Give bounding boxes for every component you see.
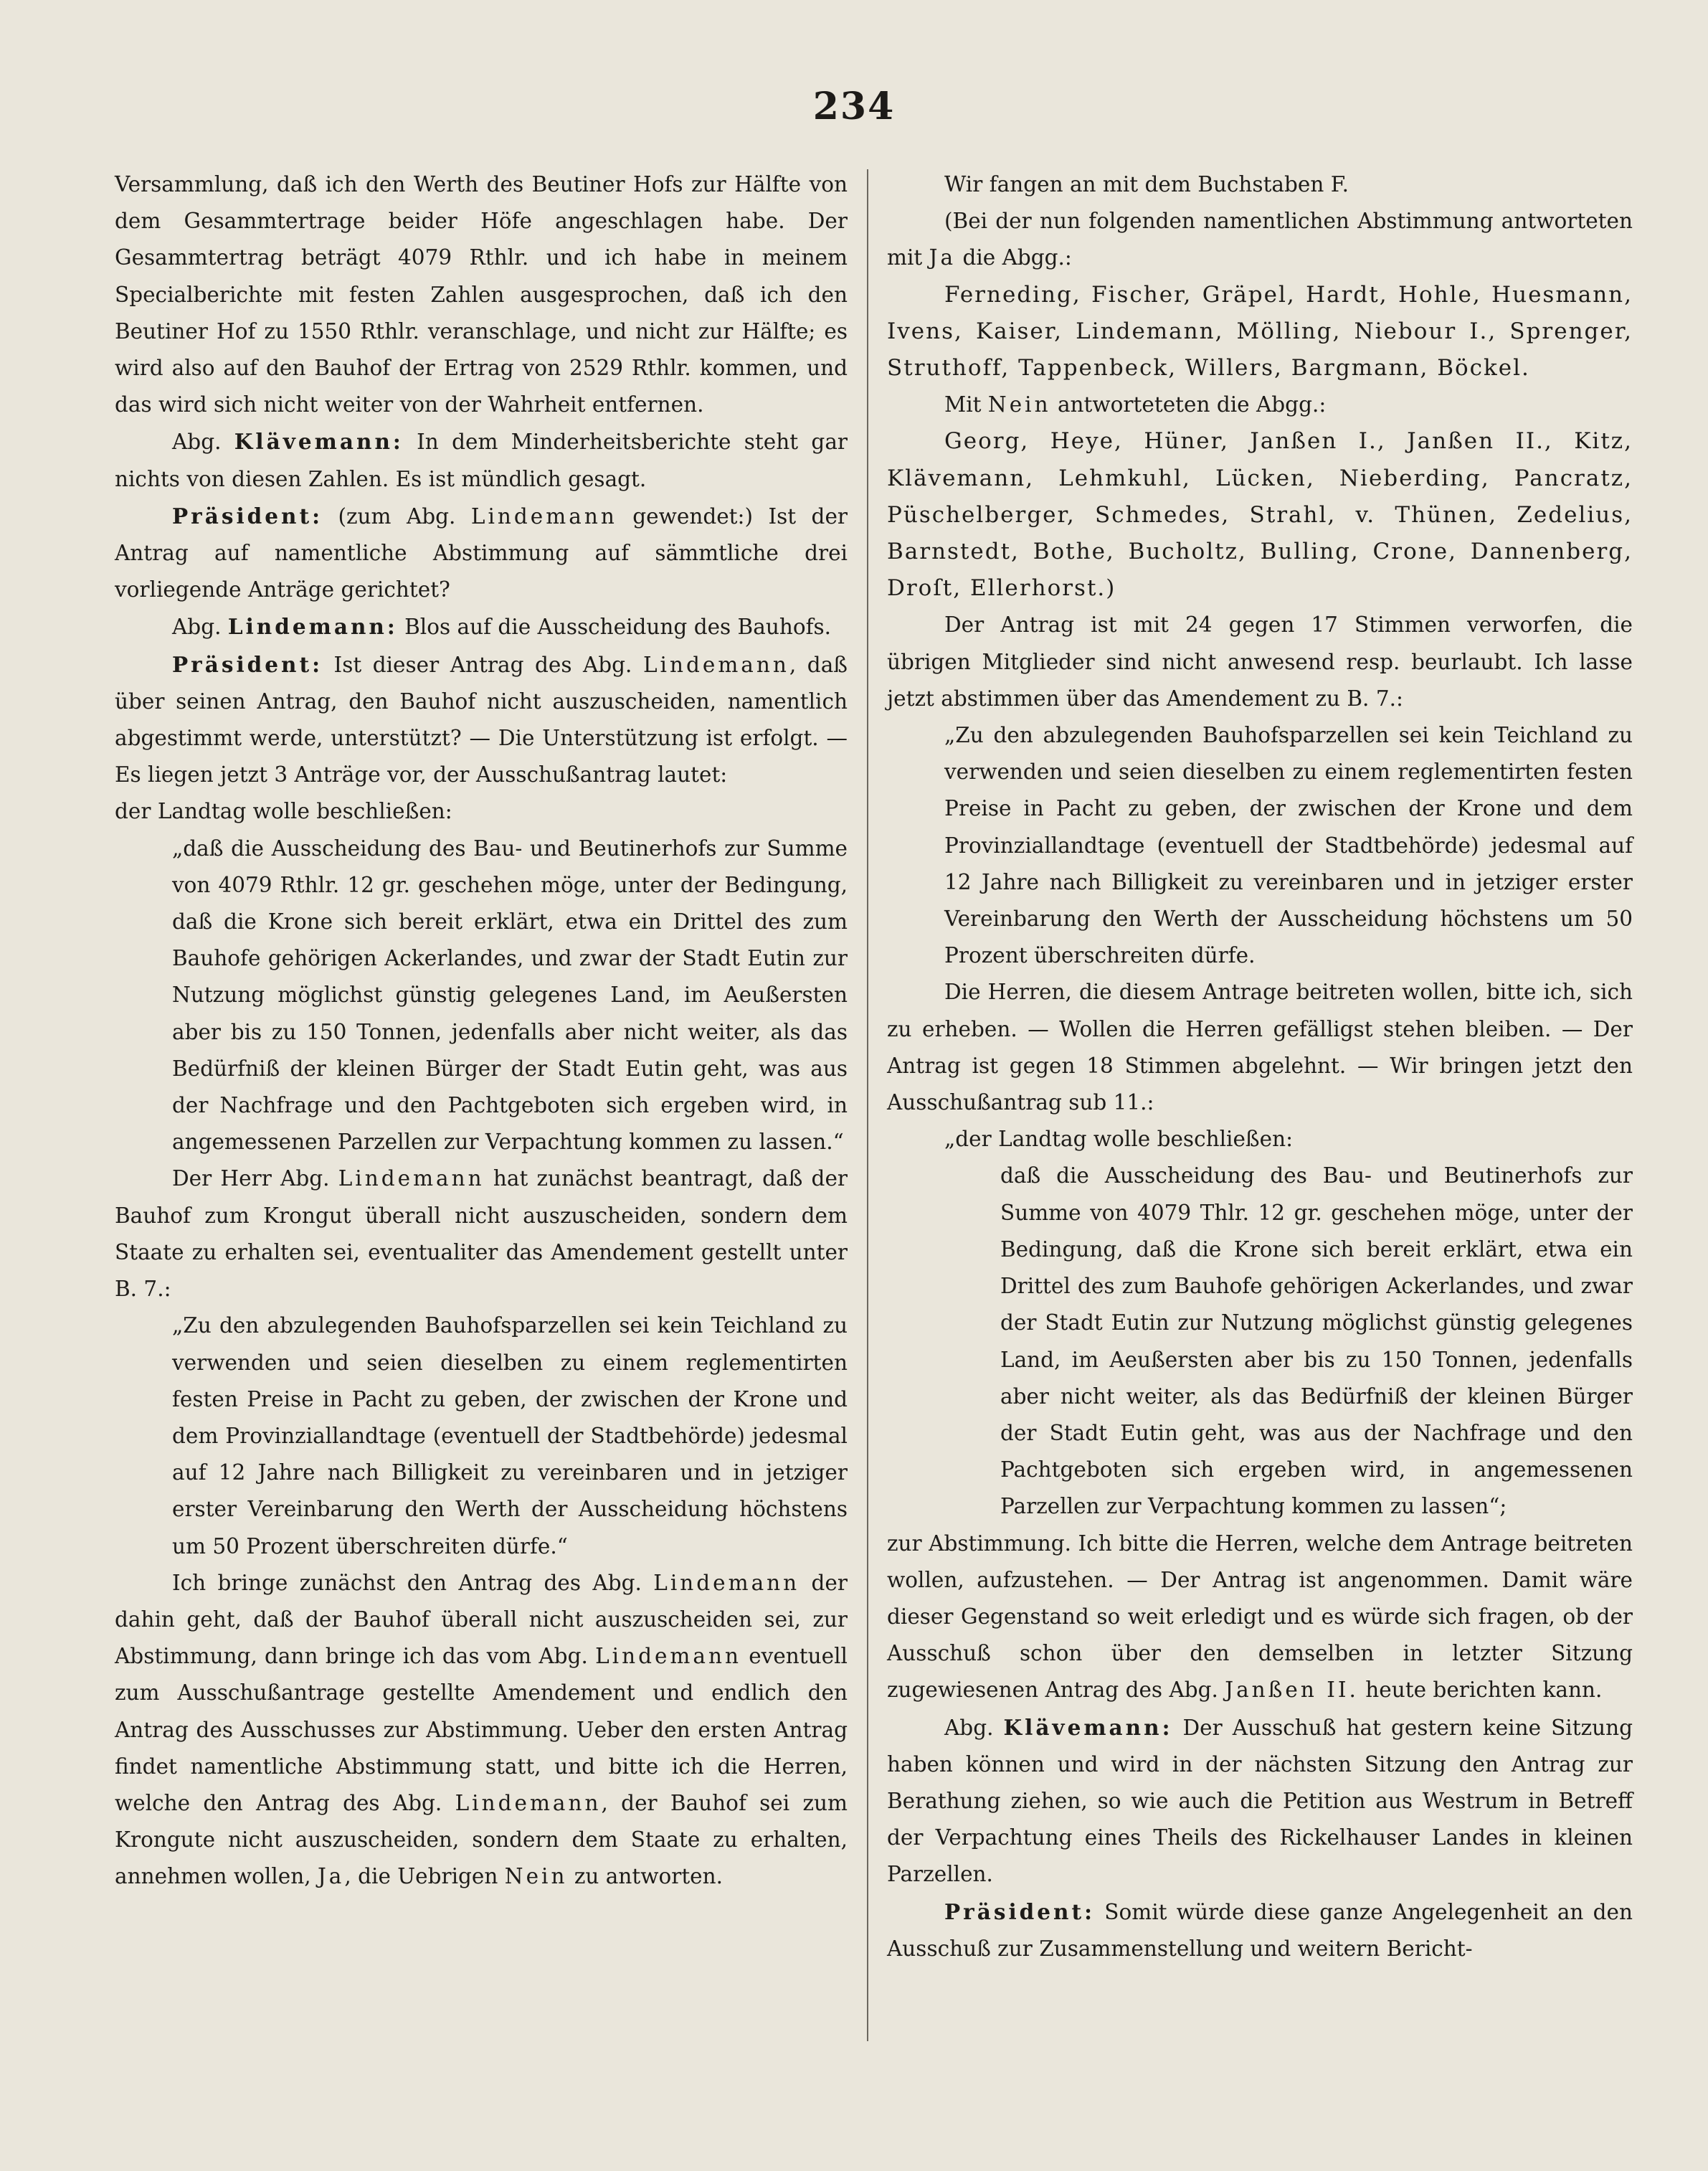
vote-word: Ja	[929, 245, 957, 270]
text: , die Uebrigen	[344, 1864, 505, 1889]
quoted-motion: „daß die Ausscheidung des Bau- und Beutinerhofs zur Summe von 4079 Rthlr. 12 gr. geschehen möge, unter der Bedingung, daß die Krone sich bereit erklärt, etwa ein Drittel des zum Bauhofe gehörigen Ackerlandes, und zwar der Stadt Eutin zur Nutzung möglichst günstig gelegenes Land, im Aeußersten aber bis zu 150 Tonnen, jedenfalls aber nicht weiter, als das Bedürfniß der kleinen Bürger der Stadt Eutin geht, was aus der Nachfrage und den Pachtgeboten sich ergeben wird, in angemessenen Parzellen zur Verpachtung kommen zu lassen.“	[172, 836, 848, 1155]
person-name: Lindemann	[470, 503, 617, 529]
text: Abg.	[944, 1715, 1004, 1740]
speaker-name: Präsident:	[172, 503, 323, 529]
text: zur Abstimmung. Ich bitte die Herren, welche dem Antrage beitreten wollen, aufzustehen. — Der Antrag ist angenommen. Damit wäre dieser Gegenstand so weit erledigt und es würde sich fragen, ob der Ausschuß schon über den demselben in letzter Sitzung zugewiesenen Antrag des Abg.	[887, 1531, 1633, 1703]
person-name: Lindemann	[595, 1644, 741, 1669]
paragraph: „der Landtag wolle beschließen:	[944, 1127, 1294, 1152]
text: Abg.	[172, 430, 234, 455]
quoted-motion: daß die Ausscheidung des Bau- und Beutinerhofs zur Summe von 4079 Thlr. 12 gr. geschehen möge, unter der Bedingung, daß die Krone sich bereit erklärt, etwa ein Drittel des zum Bauhofe gehörigen Ackerlandes, und zwar der Stadt Eutin zur Nutzung möglichst günstig gelegenes Land, im Aeußersten aber bis zu 150 Tonnen, jedenfalls aber nicht weiter, als das Bedürfniß der kleinen Bürger der Stadt Eutin geht, was aus der Nachfrage und den Pachtgeboten sich ergeben wird, in angemessenen Parzellen zur Verpachtung kommen zu lassen“;	[1000, 1163, 1633, 1519]
speaker-name: Lindemann:	[227, 614, 398, 640]
person-name: Lindemann	[455, 1790, 602, 1815]
person-name: Janßen II.	[1225, 1678, 1359, 1703]
paragraph	[115, 608, 848, 645]
text: hat zunächst beantragt, daß der Bauhof zum Krongut überall nicht auszuscheiden, sondern dem Staate zu erhalten sei, eventualiter das Amendement gestellt unter B. 7.:	[115, 1166, 848, 1302]
text: Blos auf die Ausscheidung des Bauhofs.	[397, 615, 832, 640]
paragraph: Wir fangen an mit dem Buchstaben F.	[944, 172, 1349, 197]
text: Somit würde diese ganze Angelegenheit an den Ausschuß zur Zusammenstellung und weitern Bericht-	[887, 1899, 1633, 1961]
paragraph	[887, 1526, 1633, 1709]
paragraph	[115, 1565, 848, 1896]
vote-word: Nein	[987, 392, 1051, 417]
text: Mit	[944, 392, 988, 417]
paragraph: Die Herren, die diesem Antrage beitreten wollen, bitte ich, sich zu erheben. — Wollen die Herren gefälligst stehen bleiben. — Der Antrag ist gegen 18 Stimmen abgelehnt. — Wir bringen jetzt den Ausschußantrag sub 11.:	[887, 980, 1633, 1115]
text: Der Ausschuß hat gestern keine Sitzung haben können und wird in der nächsten Sitzung den Antrag zur Berathung ziehen, so wie auch die Petition aus Westrum in Betreff der Verpachtung eines Theils des Rickelhauser Landes in kleinen Parzellen.	[887, 1715, 1633, 1887]
text: Ist dieser Antrag des Abg.	[323, 652, 643, 677]
text: der dahin geht, daß der Bauhof überall nicht auszuscheiden sei, zur Abstimmung, dann bringe ich das vom Abg.	[115, 1570, 848, 1669]
text: heute berichten kann.	[1358, 1678, 1603, 1703]
paragraph: Versammlung, daß ich den Werth des Beutiner Hofs zur Hälfte von dem Gesammtertrage beider Höfe angeschlagen habe. Der Gesammtertrag beträgt 4079 Rthlr. und ich habe in meinem Specialberichte mit festen Zahlen ausgesprochen, daß ich den Beutiner Hof zu 1550 Rthlr. veranschlage, und nicht zur Hälfte; es wird also auf den Bauhof der Ertrag von 2529 Rthlr. kommen, und das wird sich nicht weiter von der Wahrheit entfernen.	[115, 172, 848, 417]
text: , daß über seinen Antrag, den Bauhof nicht auszuscheiden, namentlich abgestimmt werde, unterstützt? — Die Unterstützung ist erfolgt. — Es liegen jetzt 3 Anträge vor, der Ausschußantrag lautet:	[115, 652, 848, 787]
column-divider	[867, 169, 868, 2041]
speaker-name: Klävemann:	[234, 429, 404, 455]
text: Abg.	[172, 615, 228, 640]
person-name: Lindemann	[653, 1570, 800, 1595]
right-column	[887, 166, 1633, 1967]
text: In dem Minderheitsberichte steht gar nichts von diesen Zahlen. Es ist mündlich gesagt.	[115, 430, 848, 491]
person-name: Lindemann	[338, 1166, 485, 1191]
text: Der Herr Abg.	[172, 1166, 338, 1191]
paragraph	[887, 1893, 1633, 1967]
page-number: 234	[812, 85, 896, 128]
text: antworteteten die Abgg.:	[1050, 392, 1327, 417]
paragraph	[887, 1709, 1633, 1893]
paragraph	[887, 203, 1633, 276]
left-column	[115, 166, 848, 1896]
vote-word: Ja	[317, 1864, 345, 1889]
paragraph	[115, 1160, 848, 1307]
quoted-amendment: „Zu den abzulegenden Bauhofsparzellen sei kein Teichland zu verwenden und seien dieselben zu einem reglementirten festen Preise in Pacht zu geben, der zwischen der Krone und dem Provinziallandtage (eventuell der Stadtbehörde) jedesmal auf 12 Jahre nach Billigkeit zu vereinbaren und in jetziger erster Vereinbarung den Werth der Ausscheidung höchstens um 50 Prozent überschreiten dürfe.“	[172, 1313, 848, 1559]
yes-votes-list: Ferneding, Fischer, Gräpel, Hardt, Hohle, Huesmann, Ivens, Kaiser, Lindemann, Mölling, Niebour I., Sprenger, Struthoff, Tappenbeck, Willers, Bargmann, Böckel.	[887, 281, 1633, 382]
speaker-name: Klävemann:	[1003, 1714, 1173, 1740]
speaker-name: Präsident:	[944, 1898, 1096, 1924]
speaker-name: Präsident:	[172, 651, 323, 677]
person-name: Lindemann	[642, 652, 789, 677]
text: gewendet:) Ist der Antrag auf namentliche Abstimmung auf sämmtliche drei vorliegende Anträge gerichtet?	[115, 503, 848, 602]
paragraph	[115, 646, 848, 794]
vote-word: Nein	[504, 1864, 568, 1889]
quoted-amendment: „Zu den abzulegenden Bauhofsparzellen sei kein Teichland zu verwenden und seien dieselben zu einem reglementirten festen Preise in Pacht zu geben, der zwischen der Krone und dem Provinziallandtage (eventuell der Stadtbehörde) jedesmal auf 12 Jahre nach Billigkeit zu vereinbaren und in jetziger erster Vereinbarung den Werth der Ausscheidung höchstens um 50 Prozent überschreiten dürfe.	[944, 723, 1633, 968]
paragraph	[887, 387, 1633, 423]
text: , der Bauhof sei zum Krongute nicht auszuscheiden, sondern dem Staate zu erhalten, annehmen wollen,	[115, 1790, 848, 1889]
paragraph	[115, 498, 848, 609]
paragraph: Der Antrag ist mit 24 gegen 17 Stimmen verworfen, die übrigen Mitglieder sind nicht anwesend resp. beurlaubt. Ich lasse jetzt abstimmen über das Amendement zu B. 7.:	[887, 612, 1633, 711]
text: (zum Abg.	[323, 503, 471, 529]
paragraph	[115, 423, 848, 497]
text: zu antworten.	[567, 1864, 723, 1889]
text: eventuell zum Ausschußantrage gestellte Amendement und endlich den Antrag des Ausschusses zur Abstimmung. Ueber den ersten Antrag findet namentliche Abstimmung statt, und bitte ich die Herren, welche den Antrag des Abg.	[115, 1644, 848, 1815]
no-votes-list: Georg, Heye, Hüner, Janßen I., Janßen II., Kitz, Klävemann, Lehmkuhl, Lücken, Nieberding, Pancratz, Püschelberger, Schmedes, Strahl, v. Thünen, Zedelius, Barnstedt, Bothe, Bucholtz, Bulling, Crone, Dannenberg, Droſt, Ellerhorst.)	[887, 428, 1633, 602]
paragraph: der Landtag wolle beschließen:	[115, 799, 452, 824]
text: die Abgg.:	[956, 245, 1072, 270]
text: (Bei der nun folgenden namentlichen Abstimmung antworteten mit	[887, 209, 1633, 270]
text: Ich bringe zunächst den Antrag des Abg.	[172, 1570, 654, 1595]
